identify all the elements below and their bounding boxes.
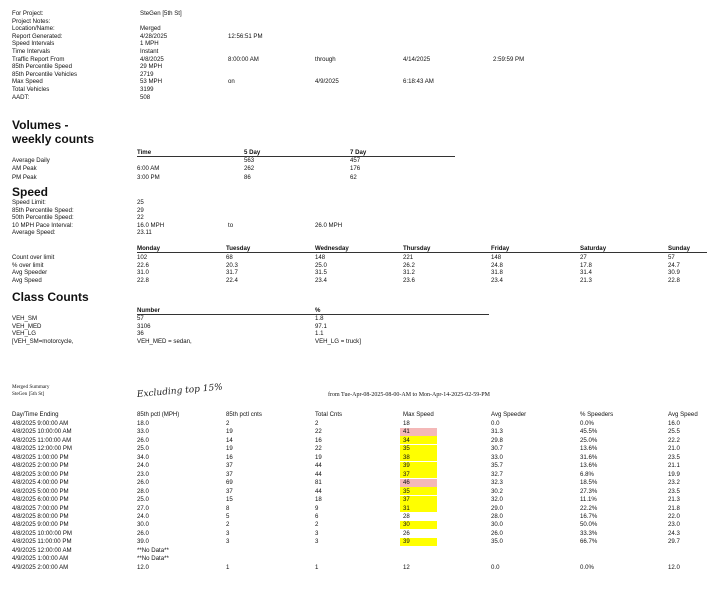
info-label: Project Notes:: [12, 17, 51, 25]
volume-time: 6:00 AM: [137, 165, 160, 173]
summary-cell: 16: [315, 436, 322, 444]
info-value: 53 MPH: [140, 78, 163, 86]
summary-cell: 2: [315, 420, 319, 427]
summary-cell: 44: [315, 462, 322, 470]
day-header: Tuesday: [226, 245, 251, 252]
summary-cell: 0.0%: [580, 563, 594, 571]
summary-cell: 0.0: [491, 563, 500, 571]
speed-table-value: 24.8: [491, 261, 503, 269]
summary-cell: 69: [226, 479, 233, 487]
summary-cell: 3: [315, 538, 319, 546]
summary-cell: 28: [403, 512, 410, 520]
speed-table-value: 22.8: [668, 276, 680, 284]
summary-row-time: 4/8/2025 5:00:00 PM: [12, 487, 69, 495]
summary-cell: 37: [226, 487, 233, 495]
day-header-rule: [137, 252, 707, 253]
speed-table-value: 24.7: [668, 261, 680, 269]
summary-cell: 44: [315, 487, 322, 495]
summary-cell: 37: [226, 470, 233, 478]
summary-cell: 30.0: [137, 521, 149, 529]
summary-cell: 19.9: [668, 470, 680, 478]
summary-cell: 22.2%: [580, 504, 598, 512]
summary-cell: 45.5%: [580, 428, 598, 436]
summary-cell: 29.7: [668, 538, 680, 546]
summary-cell: 1: [315, 563, 319, 571]
summary-cell: 31: [403, 504, 410, 512]
column-header: %: [315, 307, 321, 314]
info-value: 1 MPH: [140, 40, 159, 48]
summary-cell: 44: [315, 470, 322, 478]
summary-column-header: Total Cnts: [315, 411, 343, 418]
summary-row-time: 4/9/2025 2:00:00 AM: [12, 563, 69, 571]
volume-5day: 86: [244, 173, 251, 181]
summary-cell: 26.0: [137, 479, 149, 487]
speed-table-value: 17.8: [580, 261, 592, 269]
speed-table-value: 31.8: [491, 269, 503, 277]
column-header: Time: [137, 149, 152, 156]
speed-table-value: 221: [403, 254, 414, 261]
summary-row-time: 4/8/2025 11:00:00 AM: [12, 436, 72, 444]
info-label: Speed Intervals: [12, 40, 55, 48]
summary-cell: 21.0: [668, 445, 680, 453]
summary-cell: 27.0: [137, 504, 149, 512]
speed-table-value: 22.4: [226, 276, 238, 284]
summary-cell: 25.0: [137, 496, 149, 504]
summary-cell: 31.6%: [580, 453, 598, 461]
speed-table-value: 21.3: [580, 276, 592, 284]
volumes-heading: Volumes -: [12, 118, 69, 132]
summary-cell: 13.6%: [580, 462, 598, 470]
summary-cell: 15: [226, 496, 233, 504]
speed-label: Average Speed:: [12, 229, 56, 237]
info-value: 3199: [140, 86, 154, 93]
summary-row-time: 4/8/2025 2:00:00 PM: [12, 462, 69, 470]
summary-column-header: Max Speed: [403, 411, 434, 418]
summary-cell: 39: [403, 538, 410, 546]
summary-cell: 30.2: [491, 487, 503, 495]
speed-table-value: 23.4: [491, 276, 503, 284]
summary-column-header: % Speeders: [580, 411, 614, 418]
speed-table-value: 31.0: [137, 269, 149, 277]
summary-column-header: Avg Speeder: [491, 411, 527, 418]
speed-value: 26.0 MPH: [315, 221, 343, 229]
info-value: 4/28/2025: [140, 32, 168, 40]
summary-cell: 38: [403, 453, 410, 461]
summary-cell: 25.0: [137, 445, 149, 453]
volume-label: AM Peak: [12, 165, 37, 173]
summary-cell: 6: [315, 512, 319, 520]
summary-cell: 19: [315, 453, 322, 461]
summary-cell: 24.0: [137, 462, 149, 470]
volume-time: 3:00 PM: [137, 173, 160, 181]
summary-column-header: Day/Time Ending: [12, 411, 59, 418]
summary-cell: 3: [226, 538, 230, 546]
summary-row-time: 4/8/2025 4:00:00 PM: [12, 479, 69, 487]
info-label: For Project:: [12, 10, 44, 17]
info-value: 4/8/2025: [140, 55, 164, 63]
speed-value: 29: [137, 206, 144, 214]
speed-table-value: 148: [315, 254, 326, 261]
summary-title: Merged Summary: [12, 384, 50, 390]
summary-row-time: 4/8/2025 12:00:00 PM: [12, 445, 72, 453]
summary-cell: 23.5: [668, 453, 680, 461]
summary-cell: 9: [315, 504, 319, 512]
summary-cell: 18.5%: [580, 479, 598, 487]
speed-table-value: 148: [491, 254, 502, 261]
speed-table-value: 23.6: [403, 276, 415, 284]
speed-table-label: Avg Speed: [12, 276, 42, 284]
info-value: 2:59:59 PM: [493, 55, 525, 63]
summary-cell: 34.0: [137, 453, 149, 461]
class-number: VEH_MED = sedan,: [137, 337, 192, 345]
summary-cell: 33.3%: [580, 529, 598, 537]
speed-value: to: [228, 221, 234, 229]
summary-row-time: 4/9/2025 1:00:00 AM: [12, 555, 69, 563]
summary-cell: 28.0: [491, 512, 503, 520]
summary-cell: 27.3%: [580, 487, 598, 495]
speed-table-value: 20.3: [226, 261, 238, 269]
summary-cell: 3: [226, 529, 230, 537]
summary-cell: 25.0%: [580, 436, 598, 444]
info-value: 8:00:00 AM: [228, 55, 259, 63]
info-value: 29 MPH: [140, 63, 163, 71]
day-header: Saturday: [580, 245, 607, 252]
day-header: Wednesday: [315, 245, 349, 252]
summary-column-header: 85th pctl cnts: [226, 411, 262, 418]
speed-label: 50th Percentile Speed:: [12, 214, 74, 222]
summary-cell: 14: [226, 436, 233, 444]
summary-cell: 30.7: [491, 445, 503, 453]
summary-cell: 28.0: [137, 487, 149, 495]
volumes-heading-2: weekly counts: [12, 132, 95, 146]
info-value: on: [228, 78, 235, 86]
summary-cell: 21.8: [668, 504, 680, 512]
summary-cell: 32.7: [491, 470, 503, 478]
day-header: Thursday: [403, 245, 431, 252]
summary-cell: 30: [403, 521, 410, 529]
summary-cell: 16: [226, 453, 233, 461]
speed-value: 25: [137, 199, 144, 206]
summary-row-time: 4/8/2025 9:00:00 AM: [12, 420, 69, 427]
summary-cell: 2: [315, 521, 319, 529]
summary-cell: 13.6%: [580, 445, 598, 453]
summary-cell: 19: [226, 445, 233, 453]
summary-cell: 0.0: [491, 420, 500, 427]
summary-cell: 35.7: [491, 462, 503, 470]
day-header: Monday: [137, 245, 161, 252]
summary-row-time: 4/8/2025 9:00:00 PM: [12, 521, 69, 529]
speed-label: 10 MPH Pace Interval:: [12, 221, 73, 229]
info-value: Instant: [140, 48, 159, 55]
summary-row-time: 4/8/2025 10:00:00 AM: [12, 428, 72, 436]
summary-cell: 33.0: [491, 453, 503, 461]
summary-row-time: 4/8/2025 6:00:00 PM: [12, 496, 69, 504]
summary-cell: 2: [226, 420, 230, 427]
speed-table-value: 57: [668, 254, 675, 261]
summary-subtitle: SteGen [5th St]: [12, 391, 45, 397]
speed-table-label: % over limit: [12, 261, 44, 269]
summary-cell: 39: [403, 462, 410, 470]
summary-cell: 23.5: [668, 487, 680, 495]
class-header-rule: [137, 314, 489, 315]
class-label: [VEH_SM=motorcycle,: [12, 337, 74, 345]
speed-value: 23.11: [137, 229, 152, 237]
speed-table-label: Count over limit: [12, 254, 55, 261]
summary-cell: 8: [226, 504, 230, 512]
info-value: 508: [140, 93, 151, 101]
summary-cell: 12.0: [668, 563, 680, 571]
summary-cell: 23.2: [668, 479, 680, 487]
summary-cell: 46: [403, 479, 410, 487]
speed-table-value: 22.6: [137, 261, 149, 269]
class-percent: 1.1: [315, 330, 324, 338]
info-value: 6:18:43 AM: [403, 78, 434, 86]
volume-5day: 262: [244, 165, 255, 173]
speed-table-value: 31.2: [403, 269, 415, 277]
speed-label: Speed Limit:: [12, 199, 46, 206]
summary-cell: 23.0: [137, 470, 149, 478]
volume-label: PM Peak: [12, 173, 37, 181]
summary-cell: 12.0: [137, 563, 149, 571]
column-header: 7 Day: [350, 149, 367, 156]
class-label: VEH_LG: [12, 330, 37, 338]
info-value: 4/9/2025: [315, 78, 339, 86]
info-value: SteGen [5th St]: [140, 10, 182, 17]
speed-table-value: 22.8: [137, 276, 149, 284]
speed-table-value: 27: [580, 254, 587, 261]
summary-cell: 18: [315, 496, 322, 504]
summary-cell: 2: [226, 521, 230, 529]
summary-cell: 16.7%: [580, 512, 598, 520]
summary-cell: 24.0: [137, 512, 149, 520]
speed-table-value: 102: [137, 254, 148, 261]
class-label: VEH_SM: [12, 315, 38, 322]
summary-cell: 81: [315, 479, 322, 487]
summary-cell: 37: [403, 496, 410, 504]
info-label: Total Vehicles: [12, 86, 50, 93]
info-value: 4/14/2025: [403, 55, 431, 63]
summary-cell: 29.8: [491, 436, 503, 444]
volume-5day: 563: [244, 157, 255, 164]
summary-cell: 35: [403, 445, 410, 453]
info-value: Merged: [140, 25, 161, 33]
handwritten-note: Excluding top 15%: [136, 382, 224, 400]
speed-table-value: 68: [226, 254, 233, 261]
summary-cell: 39.0: [137, 538, 149, 546]
summary-cell: 35.0: [491, 538, 503, 546]
summary-row-time: 4/8/2025 11:00:00 PM: [12, 538, 72, 546]
summary-row-time: 4/8/2025 1:00:00 PM: [12, 453, 69, 461]
summary-cell: 3: [315, 529, 319, 537]
summary-cell: 11.1%: [580, 496, 597, 504]
summary-cell: 30.0: [491, 521, 503, 529]
summary-cell: 1: [226, 563, 230, 571]
class-counts-heading: Class Counts: [12, 290, 89, 304]
class-percent: 97.1: [315, 322, 327, 330]
info-label: Max Speed: [12, 78, 43, 86]
summary-cell: 21.3: [668, 496, 680, 504]
speed-value: 22: [137, 214, 144, 222]
info-value: 12:56:51 PM: [228, 32, 263, 40]
summary-cell: 32.3: [491, 479, 503, 487]
summary-cell: 12: [403, 563, 410, 571]
speed-table-label: Avg Speeder: [12, 269, 48, 277]
info-label: 85th Percentile Speed: [12, 63, 72, 71]
summary-cell: 50.0%: [580, 521, 598, 529]
speed-table-value: 25.0: [315, 261, 327, 269]
column-header: 5 Day: [244, 149, 261, 156]
volume-7day: 457: [350, 157, 361, 164]
summary-cell: 0.0%: [580, 420, 594, 427]
summary-cell: 22: [315, 445, 322, 453]
summary-cell: 26.0: [491, 529, 503, 537]
summary-cell: 16.0: [668, 420, 680, 427]
volume-7day: 176: [350, 165, 361, 173]
info-value: 2719: [140, 70, 154, 78]
header-rule: [137, 156, 455, 157]
day-header: Sunday: [668, 245, 691, 252]
summary-row-time: 4/8/2025 10:00:00 PM: [12, 529, 72, 537]
speed-label: 85th Percentile Speed:: [12, 206, 74, 214]
summary-cell: 37: [226, 462, 233, 470]
class-number: 36: [137, 330, 144, 338]
column-header: Number: [137, 307, 161, 314]
info-label: AADT:: [12, 93, 30, 101]
summary-cell: 32.0: [491, 496, 503, 504]
summary-cell: 18.0: [137, 420, 149, 427]
summary-cell: 22.0: [668, 512, 680, 520]
summary-cell: 26: [403, 529, 410, 537]
summary-cell: 22.2: [668, 436, 680, 444]
summary-cell: 23.0: [668, 521, 680, 529]
speed-table-value: 31.5: [315, 269, 327, 277]
summary-cell: 29.0: [491, 504, 503, 512]
summary-cell: 37: [403, 470, 410, 478]
summary-cell: 22: [315, 428, 322, 436]
summary-cell: 33.0: [137, 428, 149, 436]
speed-table-value: 23.4: [315, 276, 327, 284]
summary-row-time: 4/9/2025 12:00:00 AM: [12, 546, 72, 554]
info-label: Location/Name:: [12, 25, 55, 33]
summary-cell: 26.0: [137, 436, 149, 444]
summary-cell: 66.7%: [580, 538, 598, 546]
summary-column-header: 85th pctl (MPH): [137, 411, 180, 418]
summary-cell: 5: [226, 512, 230, 520]
speed-value: 16.0 MPH: [137, 221, 165, 229]
class-percent: 1.8: [315, 315, 324, 322]
info-value: through: [315, 55, 336, 63]
summary-cell: 21.1: [668, 462, 680, 470]
speed-table-value: 31.7: [226, 269, 238, 277]
speed-heading: Speed: [12, 185, 49, 199]
info-label: 85th Percentile Vehicles: [12, 70, 78, 78]
volume-7day: 62: [350, 173, 357, 181]
volume-label: Average Daily: [12, 157, 50, 164]
summary-cell: 18: [403, 420, 410, 427]
summary-cell: 19: [226, 428, 233, 436]
summary-cell: **No Data**: [137, 555, 169, 563]
summary-date-range: from Tue-Apr-08-2025-08-00-AM to Mon-Apr-14-2025-02-59-PM: [328, 392, 490, 398]
summary-cell: 25.5: [668, 428, 680, 436]
class-number: 3106: [137, 322, 151, 330]
class-label: VEH_MED: [12, 322, 42, 330]
summary-cell: 34: [403, 436, 410, 444]
summary-cell: 41: [403, 428, 410, 436]
info-label: Report Generated:: [12, 32, 63, 40]
class-percent: VEH_LG = truck]: [315, 337, 361, 345]
summary-row-time: 4/8/2025 8:00:00 PM: [12, 512, 69, 520]
summary-cell: 26.0: [137, 529, 149, 537]
speed-table-value: 30.9: [668, 269, 680, 277]
summary-row-time: 4/8/2025 3:00:00 PM: [12, 470, 69, 478]
summary-row-time: 4/8/2025 7:00:00 PM: [12, 504, 69, 512]
summary-cell: 35: [403, 487, 410, 495]
day-header: Friday: [491, 245, 510, 252]
summary-column-header: Avg Speed: [668, 411, 698, 418]
info-label: Time Intervals: [12, 48, 51, 55]
speed-table-value: 31.4: [580, 269, 592, 277]
class-number: 57: [137, 315, 144, 322]
speed-table-value: 26.2: [403, 261, 415, 269]
summary-cell: 6.8%: [580, 470, 594, 478]
summary-cell: **No Data**: [137, 546, 169, 554]
summary-cell: 24.3: [668, 529, 680, 537]
summary-cell: 31.3: [491, 428, 503, 436]
info-label: Traffic Report From: [12, 55, 65, 63]
